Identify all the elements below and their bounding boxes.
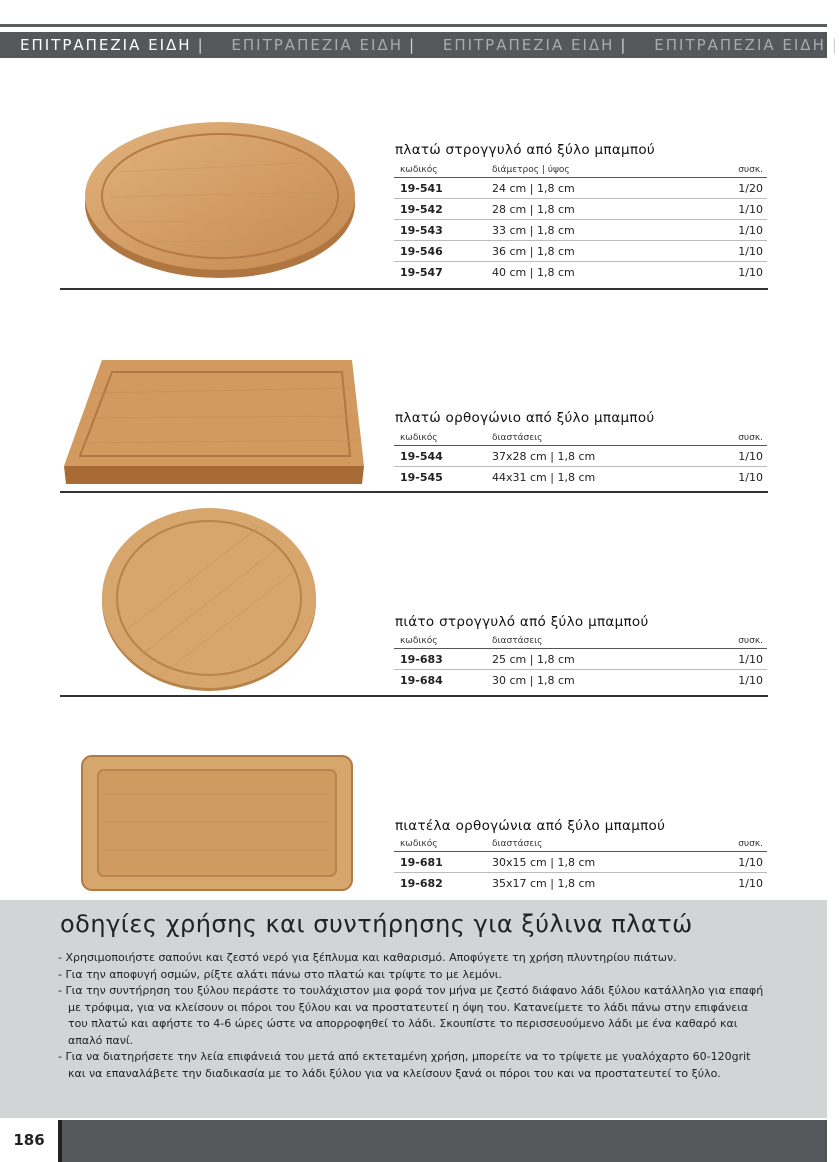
rectangular-platter-image [80, 754, 354, 892]
product-code: 19-683 [394, 649, 492, 670]
table-row [394, 467, 767, 488]
col-code: κωδικός [394, 837, 492, 852]
product-dimension: 35x17 cm | 1,8 cm [492, 876, 596, 890]
table-row [394, 220, 767, 241]
product-code: 19-543 [394, 220, 492, 241]
product-code: 19-546 [394, 241, 492, 262]
table-row [394, 199, 767, 220]
product-code: 19-544 [394, 446, 492, 467]
col-code: κωδικός [394, 634, 492, 649]
table-row [394, 649, 767, 670]
product-code: 19-541 [394, 178, 492, 199]
table-row [394, 241, 767, 262]
spec-header-row [394, 837, 767, 852]
spec-table [394, 431, 767, 487]
header-segment: ΕΠΙΤΡΑΠΕΖΙΑ ΕΙΔΗ [654, 36, 826, 54]
page-footer [0, 1120, 827, 1162]
product-title: πιατέλα ορθογώνια από ξύλο μπαμπού [395, 818, 666, 834]
product-qty: 1/10 [738, 470, 763, 484]
col-code: κωδικός [394, 163, 492, 178]
col-dimension: διαστάσεις [492, 837, 707, 852]
round-plate-image [100, 506, 318, 692]
spec-table [394, 634, 767, 690]
col-code: κωδικός [394, 431, 492, 446]
product-code: 19-545 [400, 470, 443, 484]
product-qty: 1/10 [738, 265, 763, 279]
product-qty: 1/10 [696, 241, 767, 262]
top-rule [0, 24, 827, 27]
table-row [394, 178, 767, 199]
table-row [394, 873, 767, 894]
table-row [394, 852, 767, 873]
header-separator: | [409, 36, 417, 54]
product-qty: 1/10 [738, 673, 763, 687]
col-qty: συσκ. [696, 163, 767, 178]
col-dimension: διάμετρος | ύψος [492, 163, 696, 178]
header-segment: ΕΠΙΤΡΑΠΕΖΙΑ ΕΙΔΗ [442, 36, 615, 54]
product-dimension: 37x28 cm | 1,8 cm [492, 446, 707, 467]
product-code: 19-547 [400, 265, 443, 279]
spec-header-row [394, 431, 767, 446]
col-qty: συσκ. [707, 837, 767, 852]
product-qty: 1/10 [696, 220, 767, 241]
product-dimension: 30 cm | 1,8 cm [492, 673, 575, 687]
product-qty: 1/20 [696, 178, 767, 199]
care-item: - Για την αποφυγή οσμών, ρίξτε αλάτι πάνω στο πλατώ και τρίψτε το με λεμόνι. [58, 967, 503, 981]
spec-table [394, 837, 767, 893]
product-code: 19-681 [394, 852, 492, 873]
col-qty: συσκ. [696, 634, 767, 649]
col-dimension: διαστάσεις [492, 431, 707, 446]
product-title: πιάτο στρογγυλό από ξύλο μπαμπού [395, 614, 649, 630]
product-dimension: 25 cm | 1,8 cm [492, 649, 696, 670]
product-code: 19-682 [400, 876, 443, 890]
product-qty: 1/10 [707, 852, 767, 873]
table-row [394, 670, 767, 691]
page-number: 186 [0, 1120, 58, 1162]
product-dimension: 30x15 cm | 1,8 cm [492, 852, 707, 873]
spec-header-row [394, 634, 767, 649]
product-title: πλατώ ορθογώνιο από ξύλο μπαμπού [395, 410, 655, 426]
product-dimension: 28 cm | 1,8 cm [492, 199, 696, 220]
header-separator: | [197, 36, 205, 54]
spec-table [394, 163, 767, 282]
product-code: 19-684 [400, 673, 443, 687]
product-code: 19-542 [394, 199, 492, 220]
table-row [394, 446, 767, 467]
header-separator: | [620, 36, 628, 54]
section-divider [60, 695, 768, 697]
col-qty: συσκ. [707, 431, 767, 446]
category-header [0, 32, 839, 58]
col-dimension: διαστάσεις [492, 634, 696, 649]
rectangular-board-image [62, 358, 367, 488]
product-dimension: 36 cm | 1,8 cm [492, 241, 696, 262]
care-item: - Χρησιμοποιήστε σαπούνι και ζεστό νερό για ξέπλυμα και καθαρισμό. Αποφύγετε τη χρήση πλυντηρίου πιάτων. [58, 951, 677, 964]
header-segment: ΕΠΙΤΡΑΠΕΖΙΑ ΕΙΔΗ [231, 36, 403, 54]
care-instructions-panel [0, 900, 827, 1118]
section-divider [60, 491, 768, 493]
product-dimension: 40 cm | 1,8 cm [492, 265, 575, 279]
product-qty: 1/10 [696, 649, 767, 670]
spec-header-row [394, 163, 767, 178]
care-title: οδηγίες χρήσης και συντήρησης για ξύλινα πλατώ [60, 910, 693, 938]
table-row [394, 262, 767, 283]
product-title: πλατώ στρογγυλό από ξύλο μπαμπού [395, 142, 656, 158]
footer-accent-bar [58, 1120, 62, 1162]
product-qty: 1/10 [707, 446, 767, 467]
product-qty: 1/10 [696, 199, 767, 220]
care-list [58, 950, 770, 1082]
section-divider [60, 288, 768, 290]
care-item: - Για να διατηρήσετε την λεία επιφάνειά του μετά από εκτεταμένη χρήση, μπορείτε να το τρίψετε με γυαλόχαρτο 60-120grit και να επαναλάβετε την διαδικασία με το λάδι ξύλου για να κλείσουν ξανά οι πόροι του και να προστατευτεί το ξύλο. [58, 1050, 751, 1080]
product-dimension: 44x31 cm | 1,8 cm [492, 470, 596, 484]
product-dimension: 24 cm | 1,8 cm [492, 178, 696, 199]
product-qty: 1/10 [738, 876, 763, 890]
round-platter-image [80, 112, 360, 282]
header-segment: ΕΠΙΤΡΑΠΕΖΙΑ ΕΙΔΗ [20, 36, 192, 54]
header-separator: | [831, 36, 839, 54]
product-dimension: 33 cm | 1,8 cm [492, 220, 696, 241]
care-item: - Για την συντήρηση του ξύλου περάστε το τουλάχιστον μια φορά τον μήνα με ζεστό διάφανο λάδι ξύλου κατάλληλο για επαφή με τρόφιμα, για να κλείσουν οι πόροι του ξύλου και να προστατευτεί η όψη του. Κατανείμετε το λάδι πάνω στην επιφάνεια του πλατώ και αφήστε το 4-6 ώρες ώστε να απορροφηθεί το λάδι. Σκουπίστε το περισσευούμενο λάδι με ένα καθαρό και απαλό πανί. [58, 984, 764, 1047]
